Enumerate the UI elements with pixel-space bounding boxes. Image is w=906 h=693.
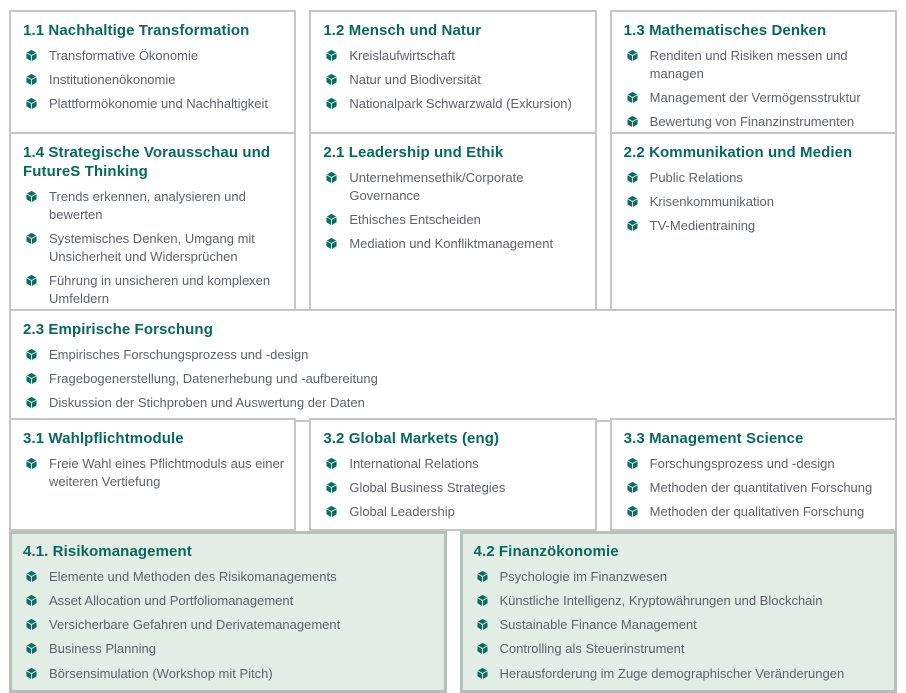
module-item-label: Künstliche Intelligenz, Kryptowährungen und Blockchain bbox=[499, 592, 823, 608]
module-cube-icon bbox=[476, 618, 489, 631]
module-item bbox=[23, 272, 286, 308]
module-cube-icon bbox=[25, 618, 38, 631]
module-cube-icon bbox=[476, 570, 489, 583]
module-item bbox=[23, 640, 437, 658]
module-cube-icon bbox=[25, 73, 38, 86]
module-item bbox=[23, 616, 437, 634]
module-item bbox=[624, 113, 887, 131]
module-item-list bbox=[23, 568, 437, 683]
module-item bbox=[474, 665, 888, 683]
module-item-label: Trends erkennen, analysieren und bewerten bbox=[49, 188, 246, 222]
module-item-list bbox=[23, 455, 286, 491]
module-item bbox=[323, 71, 586, 89]
module-item-label: Transformative Ökonomie bbox=[49, 47, 199, 63]
module-item bbox=[23, 346, 887, 364]
module-item bbox=[23, 370, 887, 388]
module-item-label: Kreislaufwirtschaft bbox=[349, 47, 455, 63]
module-item bbox=[23, 47, 286, 65]
card-title: 2.1 Leadership und Ethik bbox=[323, 144, 504, 161]
module-cube-icon bbox=[25, 667, 38, 680]
module-cube-icon bbox=[325, 505, 338, 518]
module-item bbox=[624, 169, 887, 187]
module-item bbox=[23, 188, 286, 224]
module-item bbox=[23, 455, 286, 491]
module-item-label: Elemente und Methoden des Risikomanagements bbox=[49, 568, 337, 584]
card-title: 2.2 Kommunikation und Medien bbox=[623, 144, 853, 161]
module-card bbox=[610, 132, 897, 319]
module-item bbox=[23, 568, 437, 586]
module-item-list bbox=[323, 455, 586, 522]
module-item-label: Unternehmensethik/Corporate Governance bbox=[349, 169, 524, 203]
module-cube-icon bbox=[626, 505, 639, 518]
module-cube-icon bbox=[626, 171, 639, 184]
module-item-label: Fragebogenerstellung, Datenerhebung und -aufbereitung bbox=[49, 370, 378, 386]
module-cube-icon bbox=[25, 190, 38, 203]
card-title: 1.1 Nachhaltige Transformation bbox=[23, 22, 250, 39]
module-row-2 bbox=[9, 132, 897, 307]
card-title: 1.3 Mathematisches Denken bbox=[623, 22, 827, 39]
module-item-list bbox=[23, 346, 887, 413]
module-card bbox=[460, 531, 898, 693]
module-cube-icon bbox=[25, 232, 38, 245]
module-item bbox=[474, 640, 888, 658]
module-item bbox=[323, 235, 586, 253]
module-card bbox=[9, 309, 897, 422]
module-card bbox=[610, 418, 897, 531]
module-item bbox=[23, 665, 437, 683]
module-cube-icon bbox=[325, 171, 338, 184]
card-title: 3.2 Global Markets (eng) bbox=[323, 430, 500, 447]
module-item-label: Methoden der quantitativen Forschung bbox=[649, 479, 873, 495]
module-card bbox=[9, 10, 296, 142]
module-row-1 bbox=[9, 10, 897, 130]
module-cube-icon bbox=[325, 73, 338, 86]
module-cube-icon bbox=[25, 348, 38, 361]
module-item-label: Versicherbare Gefahren und Derivatemanagement bbox=[49, 617, 341, 633]
module-item-label: Ethisches Entscheiden bbox=[349, 212, 481, 228]
module-item bbox=[474, 592, 888, 610]
module-cube-icon bbox=[325, 481, 338, 494]
module-card bbox=[309, 132, 596, 319]
module-item-label: Renditen und Risiken messen und managen bbox=[649, 47, 848, 81]
module-item-label: Controlling als Steuerinstrument bbox=[499, 641, 685, 657]
module-cube-icon bbox=[476, 667, 489, 680]
module-cube-icon bbox=[25, 372, 38, 385]
module-item bbox=[323, 455, 586, 473]
module-cube-icon bbox=[626, 49, 639, 62]
module-row-5 bbox=[9, 531, 897, 681]
module-item-label: Public Relations bbox=[649, 169, 743, 185]
module-cube-icon bbox=[325, 213, 338, 226]
module-item-label: Sustainable Finance Management bbox=[499, 617, 697, 633]
module-item-list bbox=[624, 169, 887, 236]
module-cube-icon bbox=[25, 642, 38, 655]
module-item-label: Freie Wahl eines Pflichtmoduls aus einer weiteren Vertiefung bbox=[49, 455, 285, 489]
module-item-label: Psychologie im Finanzwesen bbox=[499, 568, 668, 584]
module-cube-icon bbox=[25, 49, 38, 62]
module-card bbox=[309, 418, 596, 531]
module-item-list bbox=[474, 568, 888, 683]
module-card bbox=[610, 10, 897, 142]
card-title: 3.1 Wahlpflichtmodule bbox=[23, 430, 184, 447]
module-cube-icon bbox=[626, 115, 639, 128]
module-item bbox=[624, 193, 887, 211]
module-item-label: International Relations bbox=[349, 455, 479, 471]
module-cube-icon bbox=[476, 642, 489, 655]
module-item bbox=[323, 479, 586, 497]
module-item-label: Krisenkommunikation bbox=[649, 193, 774, 209]
module-row-3 bbox=[9, 309, 897, 411]
module-item bbox=[624, 479, 887, 497]
module-cube-icon bbox=[25, 570, 38, 583]
module-item bbox=[323, 47, 586, 65]
card-title: 2.3 Empirische Forschung bbox=[23, 321, 213, 338]
module-item bbox=[23, 71, 286, 89]
module-item-label: Business Planning bbox=[49, 641, 156, 657]
module-item-label: Natur und Biodiversität bbox=[349, 71, 481, 87]
module-item-label: Forschungsprozess und -design bbox=[649, 455, 835, 471]
module-cube-icon bbox=[25, 594, 38, 607]
module-item bbox=[23, 95, 286, 113]
module-item bbox=[23, 230, 286, 266]
module-cube-icon bbox=[626, 481, 639, 494]
module-item bbox=[474, 616, 888, 634]
card-title: 4.1. Risikomanagement bbox=[23, 543, 192, 560]
module-item-list bbox=[624, 455, 887, 522]
module-item-list bbox=[323, 169, 586, 254]
module-item-label: Management der Vermögensstruktur bbox=[649, 90, 861, 106]
module-cube-icon bbox=[626, 457, 639, 470]
card-title: 3.3 Management Science bbox=[623, 430, 804, 447]
module-item-label: Global Leadership bbox=[349, 504, 455, 520]
module-item bbox=[323, 211, 586, 229]
module-card bbox=[9, 418, 296, 531]
module-item bbox=[23, 592, 437, 610]
module-item-label: Global Business Strategies bbox=[349, 479, 506, 495]
module-item bbox=[323, 169, 586, 205]
module-item bbox=[624, 455, 887, 473]
module-item-label: Systemisches Denken, Umgang mit Unsicherheit und Widersprüchen bbox=[49, 230, 255, 265]
module-item bbox=[624, 47, 887, 83]
module-item bbox=[624, 503, 887, 521]
module-item bbox=[323, 95, 586, 113]
module-item-label: Empirisches Forschungsprozess und -design bbox=[49, 346, 309, 362]
card-title: 1.4 Strategische Vorausschau und FutureS Thinking bbox=[23, 144, 271, 180]
module-card bbox=[9, 531, 447, 693]
module-item bbox=[474, 568, 888, 586]
module-item-list bbox=[23, 47, 286, 114]
module-row-4 bbox=[9, 418, 897, 518]
module-cube-icon bbox=[325, 237, 338, 250]
module-card bbox=[309, 10, 596, 142]
module-cube-icon bbox=[25, 457, 38, 470]
module-item-label: Institutionenökonomie bbox=[49, 71, 176, 87]
module-item-label: Nationalpark Schwarzwald (Exkursion) bbox=[349, 96, 572, 112]
module-item-label: TV-Medientraining bbox=[649, 218, 756, 234]
module-cube-icon bbox=[325, 49, 338, 62]
module-cube-icon bbox=[25, 274, 38, 287]
module-cube-icon bbox=[325, 457, 338, 470]
module-item-label: Plattformökonomie und Nachhaltigkeit bbox=[49, 96, 268, 112]
module-item-label: Bewertung von Finanzinstrumenten bbox=[649, 114, 855, 130]
module-item-list bbox=[23, 188, 286, 309]
module-card bbox=[9, 132, 296, 319]
module-item bbox=[624, 217, 887, 235]
module-item-list bbox=[624, 47, 887, 132]
module-item-label: Börsensimulation (Workshop mit Pitch) bbox=[49, 665, 273, 681]
module-cube-icon bbox=[626, 195, 639, 208]
module-item-label: Methoden der qualitativen Forschung bbox=[649, 504, 865, 520]
module-item-list bbox=[323, 47, 586, 114]
module-item bbox=[23, 394, 887, 412]
module-item-label: Führung in unsicheren und komplexen Umfeldern bbox=[49, 273, 271, 307]
module-cube-icon bbox=[476, 594, 489, 607]
module-cube-icon bbox=[325, 97, 338, 110]
card-title: 4.2 Finanzökonomie bbox=[473, 543, 619, 560]
module-item-label: Mediation und Konfliktmanagement bbox=[349, 236, 554, 252]
module-cube-icon bbox=[626, 219, 639, 232]
card-title: 1.2 Mensch und Natur bbox=[323, 22, 482, 39]
module-item bbox=[624, 89, 887, 107]
module-item-label: Asset Allocation und Portfoliomanagement bbox=[49, 592, 294, 608]
module-item bbox=[323, 503, 586, 521]
module-item-label: Herausforderung im Zuge demographischer Veränderungen bbox=[499, 665, 845, 681]
module-cube-icon bbox=[626, 91, 639, 104]
module-item-label: Diskussion der Stichproben und Auswertung der Daten bbox=[49, 395, 365, 411]
module-cube-icon bbox=[25, 396, 38, 409]
module-cube-icon bbox=[25, 97, 38, 110]
